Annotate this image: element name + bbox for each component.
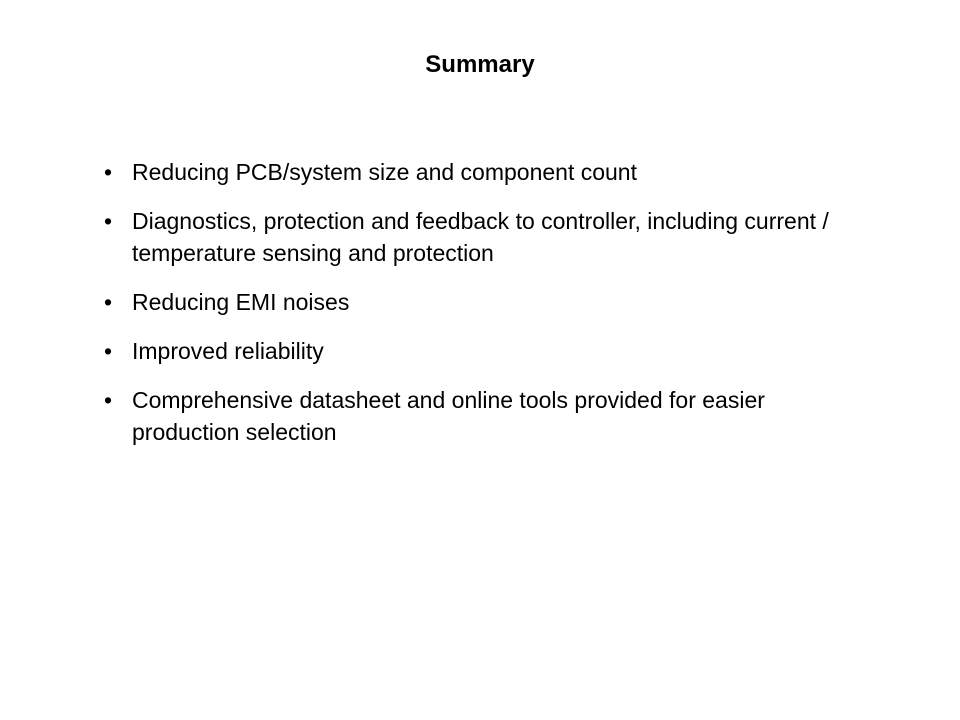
bullet-icon: • (104, 208, 113, 234)
bullet-icon: • (104, 338, 113, 364)
bullet-item (104, 335, 864, 367)
bullet-icon: • (104, 159, 113, 185)
bullet-text: Diagnostics, protection and feedback to controller, including current / temperature sensing and protection (132, 208, 829, 266)
bullet-item (104, 205, 864, 269)
bullet-item (104, 286, 864, 318)
slide-title: Summary (425, 51, 535, 78)
bullet-icon: • (104, 289, 113, 315)
bullet-icon: • (104, 387, 113, 413)
bullet-item (104, 156, 864, 188)
bullet-text: Reducing EMI noises (132, 289, 350, 315)
bullet-text: Reducing PCB/system size and component count (132, 159, 637, 185)
bullet-item (104, 384, 864, 448)
bullet-list (104, 156, 864, 465)
bullet-text: Comprehensive datasheet and online tools provided for easier production selection (132, 387, 765, 445)
bullet-text: Improved reliability (132, 338, 324, 364)
